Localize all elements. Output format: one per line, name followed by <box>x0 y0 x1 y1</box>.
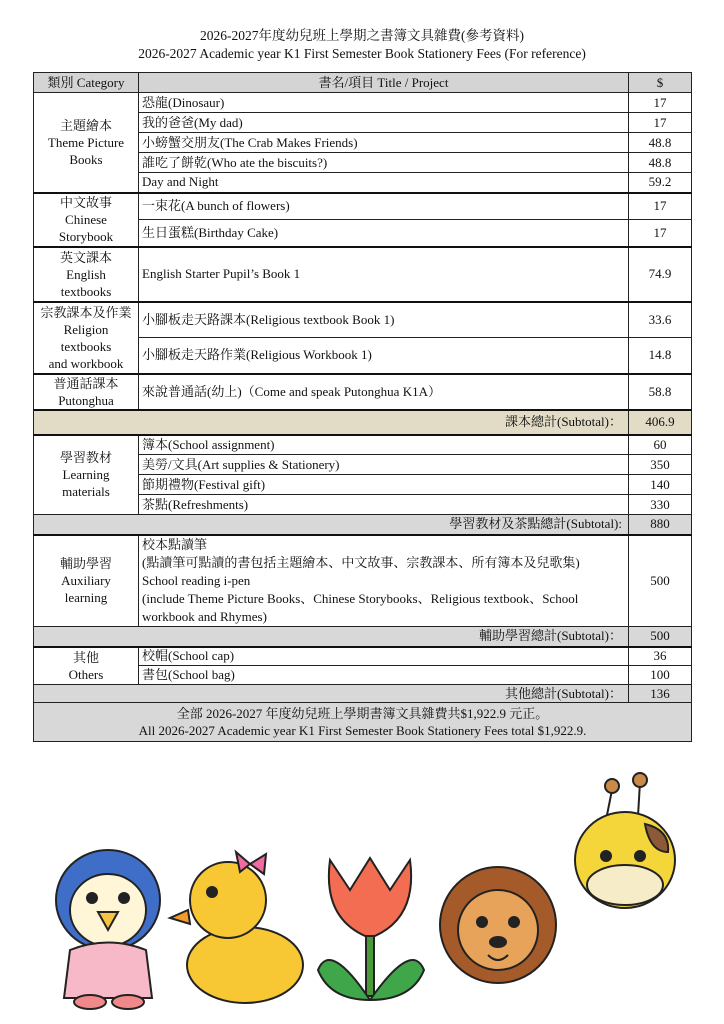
subtotal-amount: 500 <box>629 627 692 647</box>
decorative-illustrations <box>0 760 724 1024</box>
item-name: 小螃蟹交朋友(The Crab Makes Friends) <box>139 133 629 153</box>
item-name-multiline <box>139 535 629 627</box>
category-label-en: Chinese <box>65 212 107 227</box>
category-chinese-storybook <box>34 193 139 247</box>
subtotal-row <box>34 685 692 703</box>
item-amount: 140 <box>629 475 692 495</box>
category-others <box>34 647 139 685</box>
category-label-en: Storybook <box>58 229 114 244</box>
item-amount: 100 <box>629 666 692 685</box>
item-name: 校帽(School cap) <box>139 647 629 666</box>
penguin-illustration <box>56 850 160 1009</box>
subtotal-label: 輔助學習總計(Subtotal)： <box>34 627 629 647</box>
category-theme-books <box>34 93 139 193</box>
item-amount: 58.8 <box>629 374 692 410</box>
category-label-en: Religion <box>63 321 109 337</box>
subtotal-row <box>34 515 692 535</box>
subtotal-amount: 136 <box>629 685 692 703</box>
item-amount: 59.2 <box>629 173 692 193</box>
item-amount: 14.8 <box>629 338 692 374</box>
item-name: Day and Night <box>139 173 629 193</box>
subtotal-label: 課本總計(Subtotal)： <box>34 410 629 435</box>
item-amount: 36 <box>629 647 692 666</box>
item-name: 生日蛋糕(Birthday Cake) <box>139 220 629 247</box>
category-label-zh: 英文課本 <box>59 249 112 265</box>
item-amount: 330 <box>629 495 692 515</box>
item-name: 美勞/文具(Art supplies & Stationery) <box>139 455 629 475</box>
giraffe-illustration <box>575 773 675 908</box>
item-line: (點讀筆可點讀的書包括主題繪本、中文故事、宗教課本、所有簿本及兒歌集) <box>142 554 580 570</box>
table-row <box>34 647 692 666</box>
subtotal-row <box>34 627 692 647</box>
category-label-zh: 宗教課本及作業 <box>40 304 132 320</box>
table-row <box>34 93 692 113</box>
item-amount: 33.6 <box>629 302 692 338</box>
category-label-en: materials <box>62 484 110 500</box>
table-row <box>34 374 692 410</box>
header-category: 類別 Category <box>34 73 139 93</box>
item-amount: 74.9 <box>629 247 692 302</box>
item-line: School reading i-pen <box>142 572 251 588</box>
category-learning-materials <box>34 435 139 515</box>
table-row <box>34 535 692 627</box>
item-amount: 500 <box>629 535 692 627</box>
lion-illustration <box>440 867 556 983</box>
category-label-en: Auxiliary <box>61 573 111 589</box>
item-amount: 48.8 <box>629 153 692 173</box>
category-label-zh: 普通話課本 <box>53 375 119 391</box>
category-label-en: Books <box>69 151 103 167</box>
item-name: 來說普通話(幼上)（Come and speak Putonghua K1A） <box>139 374 629 410</box>
subtotal-label: 其他總計(Subtotal)： <box>34 685 629 703</box>
item-name: 書包(School bag) <box>139 666 629 685</box>
item-name: 簿本(School assignment) <box>139 435 629 455</box>
category-label-en: Others <box>68 666 104 682</box>
header-title: 書名/項目 Title / Project <box>139 73 629 93</box>
item-amount: 17 <box>629 113 692 133</box>
fees-table <box>33 72 692 742</box>
item-name: 恐龍(Dinosaur) <box>139 93 629 113</box>
item-name: 節期禮物(Festival gift) <box>139 475 629 495</box>
item-name: English Starter Pupil’s Book 1 <box>139 247 629 302</box>
item-amount: 17 <box>629 220 692 247</box>
category-label-en: and workbook <box>48 355 124 371</box>
category-label-en: textbooks <box>60 338 112 354</box>
title-chinese: 2026-2027年度幼兒班上學期之書簿文具雜費(參考資料) <box>200 28 524 43</box>
table-row <box>34 302 692 338</box>
item-name: 誰吃了餅乾(Who ate the biscuits?) <box>139 153 629 173</box>
grand-total-en: All 2026-2027 Academic year K1 First Semester Book Stationery Fees total $1,922.9. <box>138 723 587 738</box>
item-name: 小腳板走天路課本(Religious textbook Book 1) <box>139 302 629 338</box>
item-amount: 48.8 <box>629 133 692 153</box>
category-label-zh: 其他 <box>72 649 99 665</box>
item-line: 校本點讀筆 <box>142 536 208 552</box>
grand-total <box>34 703 692 742</box>
title-english: 2026-2027 Academic year K1 First Semester Book Stationery Fees (For reference) <box>138 46 586 61</box>
category-label-en: Learning <box>62 467 110 483</box>
item-name: 茶點(Refreshments) <box>139 495 629 515</box>
item-amount: 17 <box>629 93 692 113</box>
duck-illustration <box>170 852 303 1003</box>
subtotal-amount: 406.9 <box>629 410 692 435</box>
table-header-row <box>34 73 692 93</box>
category-putonghua <box>34 374 139 410</box>
category-label-en: Theme Picture <box>47 134 125 150</box>
category-english-textbooks <box>34 247 139 302</box>
subtotal-row <box>34 410 692 435</box>
item-line: workbook and Rhymes) <box>142 608 267 624</box>
category-label-zh: 中文故事 <box>59 195 112 210</box>
grand-total-row <box>34 703 692 742</box>
subtotal-amount: 880 <box>629 515 692 535</box>
category-label-en: learning <box>64 590 108 606</box>
category-label-zh: 學習教材 <box>59 450 112 466</box>
table-row <box>34 193 692 220</box>
category-religion <box>34 302 139 374</box>
table-row <box>34 435 692 455</box>
table-row <box>34 247 692 302</box>
category-auxiliary-learning <box>34 535 139 627</box>
tulip-illustration <box>318 858 424 1000</box>
subtotal-label: 學習教材及茶點總計(Subtotal): <box>34 515 629 535</box>
item-amount: 350 <box>629 455 692 475</box>
item-name: 小腳板走天路作業(Religious Workbook 1) <box>139 338 629 374</box>
category-label-en: textbooks <box>60 283 112 299</box>
category-label-zh: 主題繪本 <box>59 117 112 133</box>
category-label-en: Putonghua <box>58 392 114 408</box>
document-title <box>0 27 724 63</box>
grand-total-zh: 全部 2026-2027 年度幼兒班上學期書簿文具雜費共$1,922.9 元正。 <box>176 706 549 721</box>
item-name: 我的爸爸(My dad) <box>139 113 629 133</box>
header-amount: $ <box>629 73 692 93</box>
category-label-zh: 輔助學習 <box>59 556 112 572</box>
item-amount: 60 <box>629 435 692 455</box>
item-name: 一束花(A bunch of flowers) <box>139 193 629 220</box>
item-amount: 17 <box>629 193 692 220</box>
category-label-en: English <box>66 266 106 282</box>
item-line: (include Theme Picture Books、Chinese Storybooks、Religious textbook、School <box>142 590 579 606</box>
